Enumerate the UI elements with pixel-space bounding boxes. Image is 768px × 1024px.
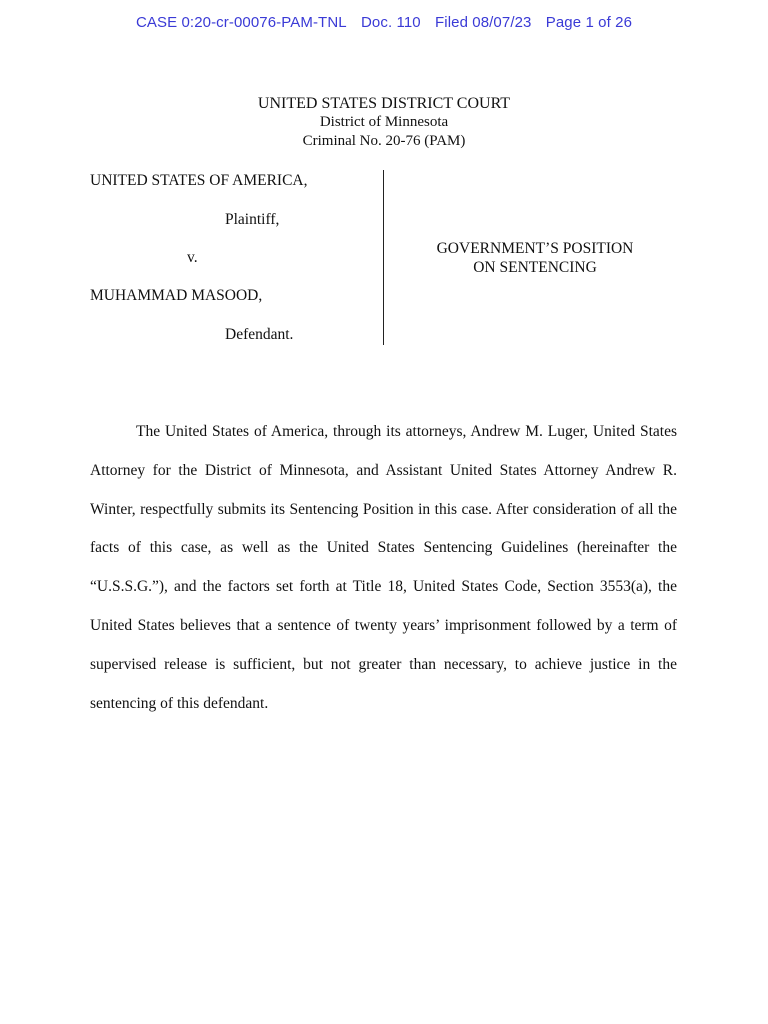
plaintiff-role: Plaintiff, — [225, 211, 280, 228]
defendant-name: MUHAMMAD MASOOD, — [90, 287, 263, 304]
case-caption — [90, 170, 690, 350]
criminal-number: Criminal No. 20-76 (PAM) — [302, 133, 466, 149]
doc-number: Doc. 110 — [360, 14, 421, 31]
ecf-filing-header — [0, 14, 768, 31]
defendant-role: Defendant. — [225, 326, 294, 343]
document-title-line-1: GOVERNMENT’S POSITION — [436, 240, 634, 257]
body-paragraph: The United States of America, through its attorneys, Andrew M. Luger, United States Attorney for the District of Minnesota, and Assistant United States Attorney Andrew R. Winter, respectfully submits its Sentencing Position in this case. After consideration of all the facts of this case, as well as the United States Sentencing Guidelines (hereinafter the “U.S.S.G.”), and the factors set forth at Title 18, United States Code, Section 3553(a), the United States believes that a sentence of twenty years’ imprisonment followed by a term of supervised release is sufficient, but not greater than necessary, to achieve justice in the sentencing of this defendant. — [90, 423, 677, 712]
filed-date: Filed 08/07/23 — [435, 14, 532, 31]
plaintiff-name: UNITED STATES OF AMERICA, — [90, 172, 308, 189]
page-number: Page 1 of 26 — [545, 14, 633, 31]
versus-label: v. — [187, 249, 198, 266]
case-number: CASE 0:20-cr-00076-PAM-TNL — [135, 14, 347, 31]
document-title-line-2: ON SENTENCING — [473, 259, 597, 276]
document-title — [410, 239, 660, 277]
court-name: UNITED STATES DISTRICT COURT — [257, 95, 511, 112]
court-heading — [0, 94, 768, 151]
caption-divider — [383, 170, 384, 345]
court-district: District of Minnesota — [319, 114, 449, 130]
